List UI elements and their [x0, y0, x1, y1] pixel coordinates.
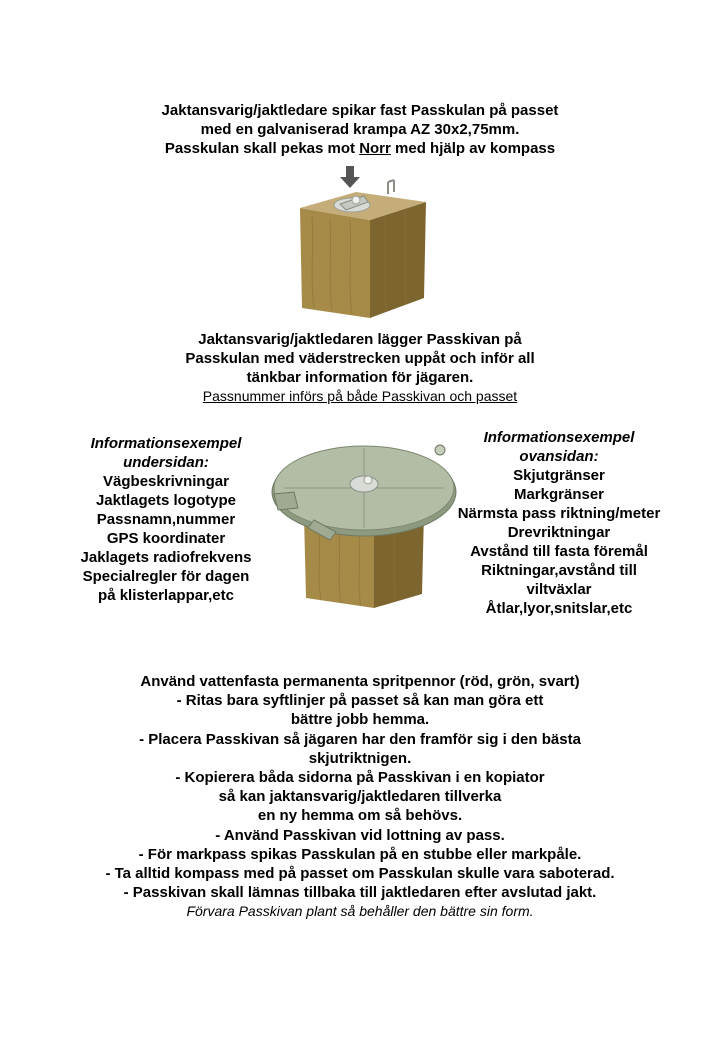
left-info-panel	[56, 434, 276, 605]
instruction-line: bättre jobb hemma.	[290, 711, 430, 729]
instruction-line: - Ritas bara syftlinjer på passet så kan man göra ett	[176, 692, 544, 710]
left-info-item: Passnamn,nummer	[96, 511, 236, 528]
staple-icon	[388, 180, 394, 194]
left-info-heading-2: undersidan:	[123, 454, 209, 471]
instruction-line: - Placera Passkivan så jägaren har den framför sig i den bästa	[139, 730, 581, 748]
disc-on-post-illustration	[264, 436, 464, 616]
intro-line-3-pre: Passkulan skall pekas mot	[164, 140, 360, 157]
intro2-line-4: Passnummer införs på både Passkivan och passet	[202, 388, 518, 404]
instructions-list	[40, 672, 680, 922]
intro2-text	[120, 330, 600, 406]
right-info-item: Avstånd till fasta föremål	[470, 543, 648, 560]
instruction-line: - För markpass spikas Passkulan på en stubbe eller markpåle.	[138, 845, 582, 863]
instruction-line: - Passkivan skall lämnas tillbaka till jaktledaren efter avslutad jakt.	[123, 884, 597, 902]
right-info-item: Närmsta pass riktning/meter	[457, 505, 661, 522]
intro-text	[80, 101, 640, 158]
left-info-item: GPS koordinater	[106, 530, 226, 547]
intro-line-3-post: med hjälp av kompass	[390, 140, 556, 157]
right-info-item: Markgränser	[513, 486, 605, 503]
intro2-line-2: Passkulan med väderstrecken uppåt och inför all	[185, 350, 535, 367]
instruction-line: - Ta alltid kompass med på passet om Passkulan skulle vara saboterad.	[105, 865, 615, 883]
right-info-heading-1: Informationsexempel	[483, 429, 635, 446]
right-info-item: viltväxlar	[526, 581, 592, 598]
instruction-line: en ny hemma om så behövs.	[257, 807, 463, 825]
instruction-line: - Använd Passkivan vid lottning av pass.	[215, 826, 505, 844]
norr-word: Norr	[359, 140, 391, 157]
left-info-item: Vägbeskrivningar	[103, 473, 229, 490]
intro-line-1: Jaktansvarig/jaktledare spikar fast Passkulan på passet	[161, 102, 559, 119]
instruction-line: så kan jaktansvarig/jaktledaren tillverka	[218, 788, 502, 806]
instruction-line: skjutriktnigen.	[308, 749, 412, 767]
down-arrow-icon	[340, 166, 360, 188]
left-info-item: Jaktlagets logotype	[95, 492, 237, 509]
right-info-item: Åtlar,lyor,snitslar,etc	[485, 600, 633, 617]
left-info-item: på klisterlappar,etc	[98, 587, 234, 604]
intro-line-2: med en galvaniserad krampa AZ 30x2,75mm.	[200, 121, 520, 138]
right-info-heading-2: ovansidan:	[519, 448, 599, 465]
post-with-ball-illustration	[290, 158, 450, 338]
intro2-line-3: tänkbar information för jägaren.	[246, 369, 474, 386]
post-front-face	[300, 208, 370, 318]
left-info-item: Specialregler för dagen	[82, 568, 250, 585]
right-info-item: Skjutgränser	[513, 467, 605, 484]
right-info-item: Riktningar,avstånd till	[481, 562, 637, 579]
right-info-panel	[444, 428, 674, 618]
instruction-line: Använd vattenfasta permanenta spritpennor (röd, grön, svart)	[140, 673, 580, 690]
intro-line-3	[80, 139, 640, 158]
passkiva-disc	[272, 445, 456, 540]
instruction-line: - Kopierera båda sidorna på Passkivan i en kopiator	[175, 769, 545, 787]
left-info-heading-1: Informationsexempel	[90, 435, 242, 452]
intro2-line-1: Jaktansvarig/jaktledaren lägger Passkivan på	[198, 331, 522, 348]
right-info-item: Drevriktningar	[507, 524, 611, 541]
post-side-face	[370, 202, 426, 318]
instructions-footer: Förvara Passkivan plant så behåller den bättre sin form.	[186, 903, 534, 920]
left-info-item: Jaklagets radiofrekvens	[80, 549, 252, 566]
